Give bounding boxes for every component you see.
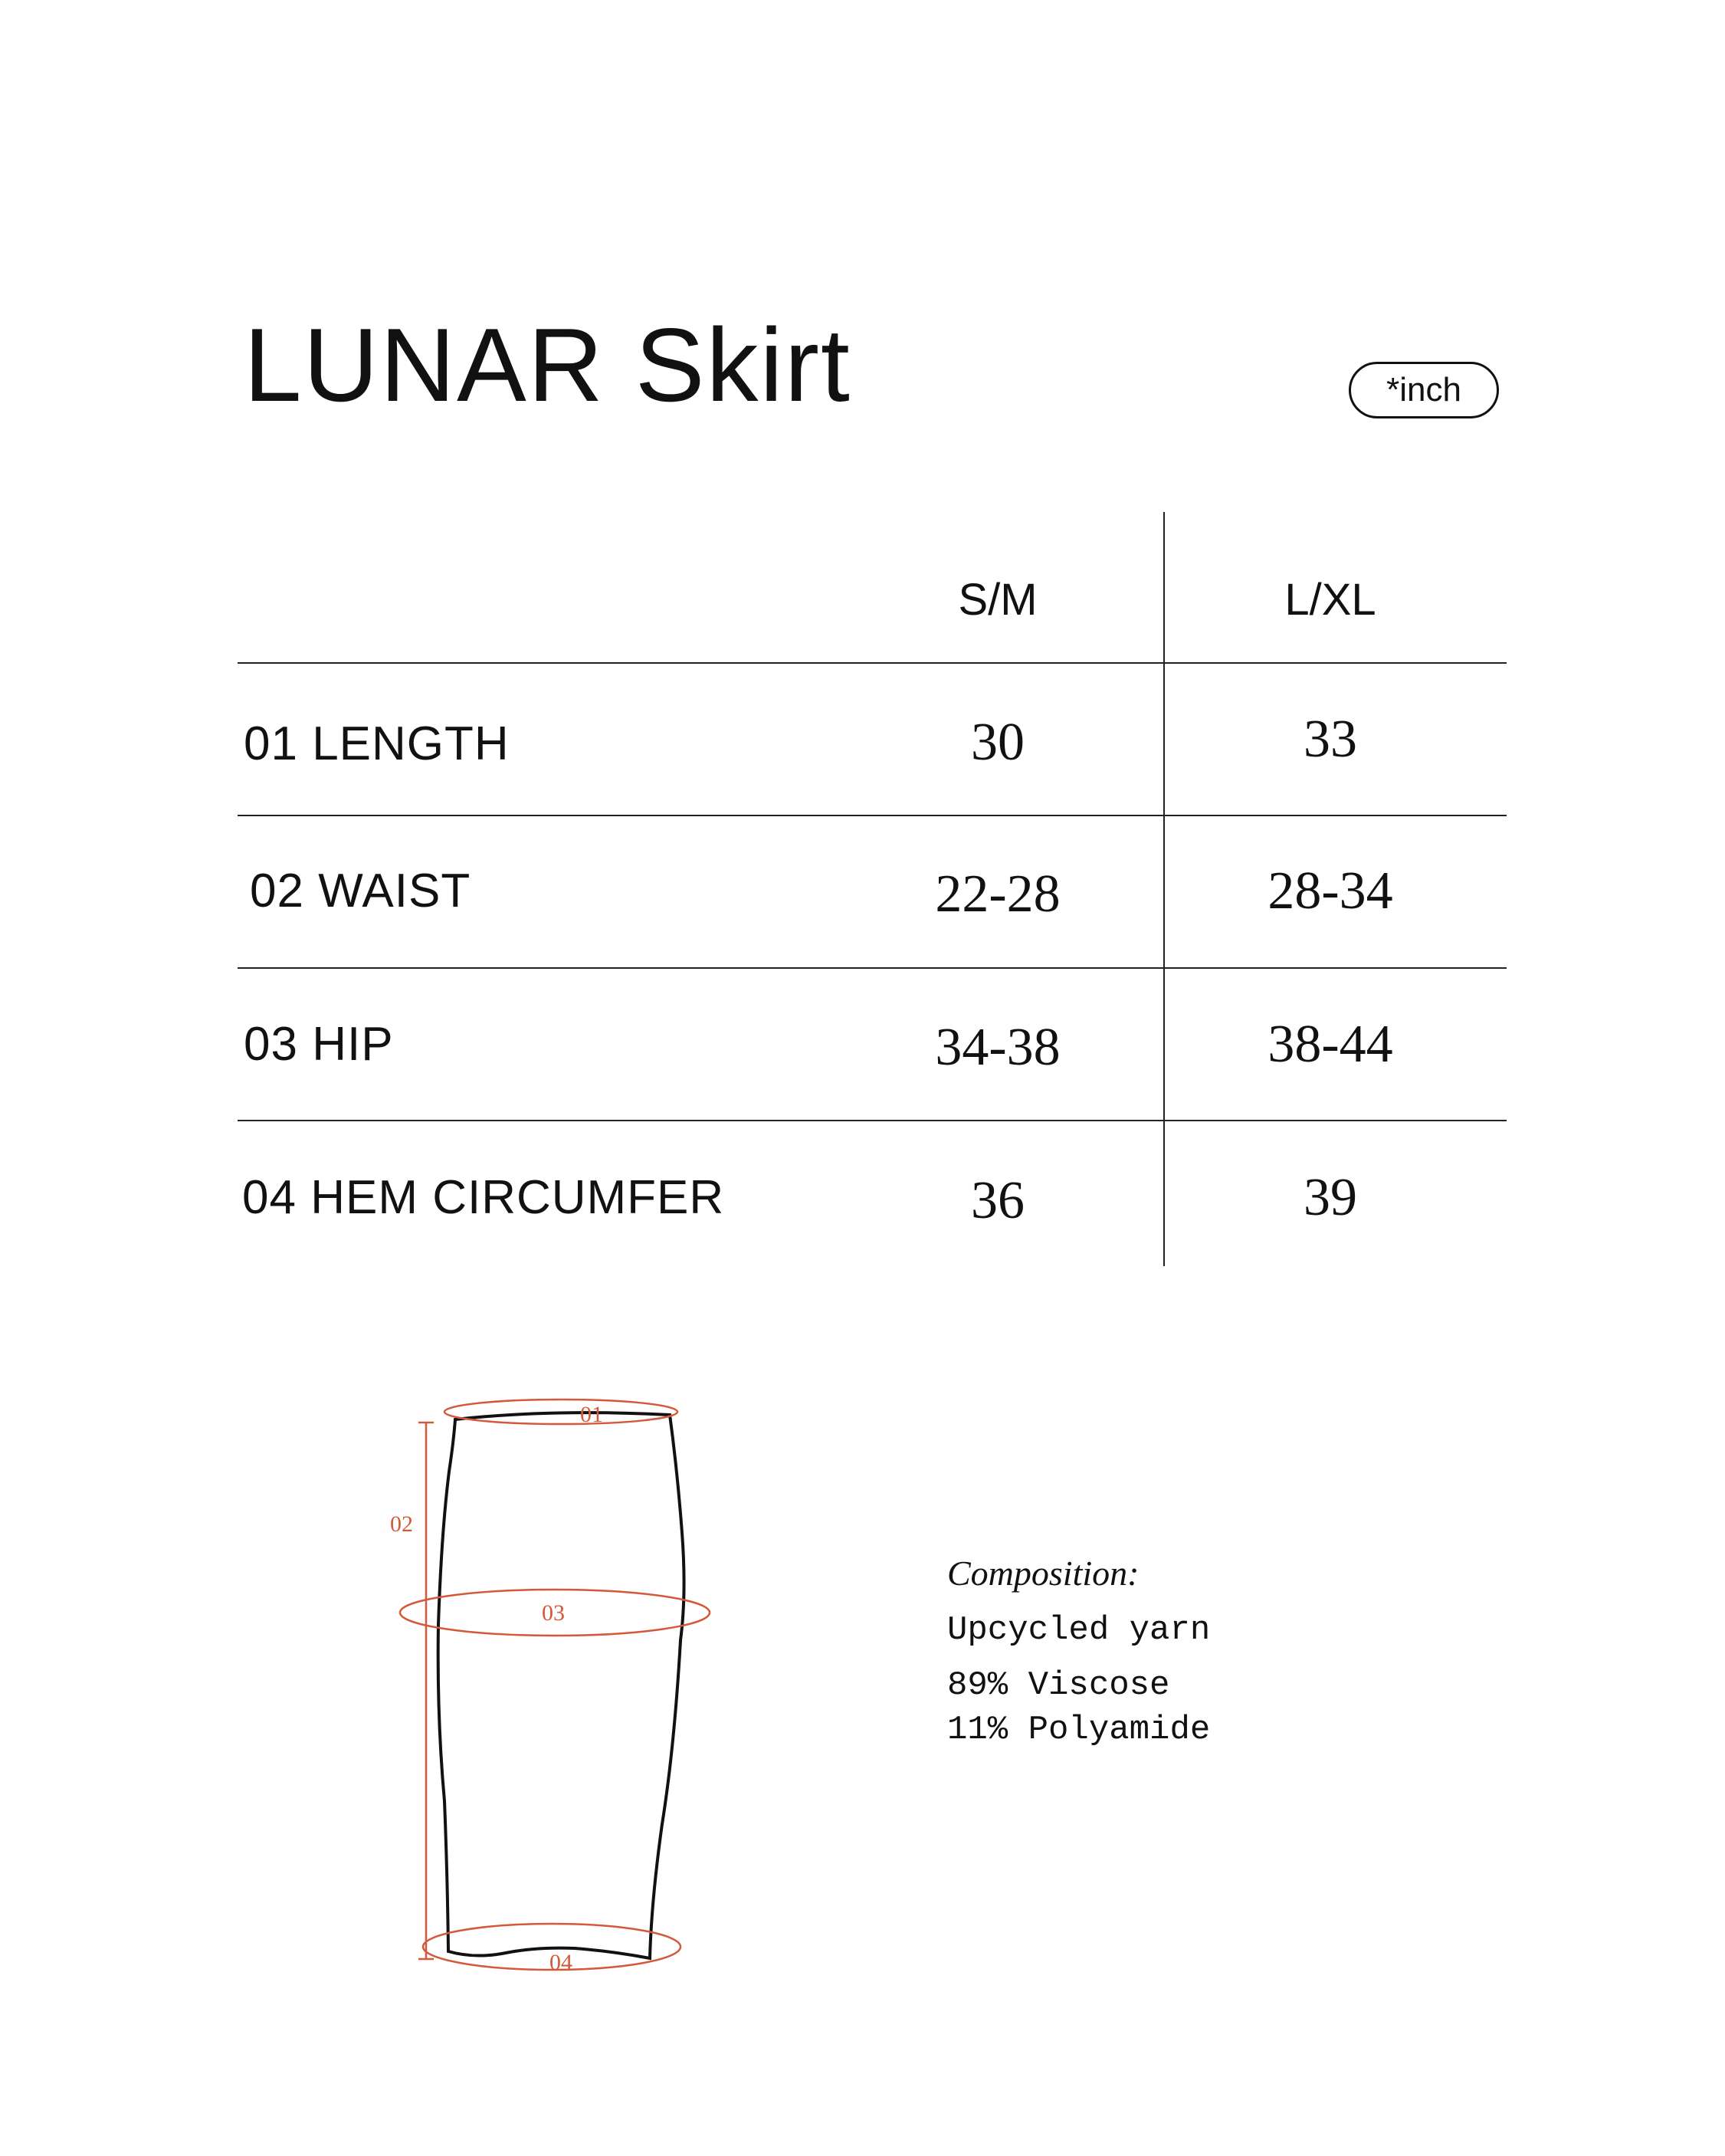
unit-badge: *inch (1349, 362, 1499, 418)
header-size-lxl: L/XL (1284, 575, 1376, 625)
diagram-label-01: 01 (580, 1402, 603, 1427)
table-divider (238, 967, 1507, 969)
composition-title: Composition: (947, 1554, 1140, 1593)
table-divider (238, 815, 1507, 816)
value-waist-sm: 22-28 (935, 865, 1061, 924)
skirt-diagram (368, 1380, 736, 1993)
row-label-hip: 03 HIP (244, 1018, 394, 1071)
composition-line: Upcycled yarn (947, 1611, 1211, 1649)
header-size-sm: S/M (958, 575, 1038, 625)
value-hip-lxl: 38-44 (1268, 1015, 1393, 1074)
diagram-label-03: 03 (542, 1600, 565, 1626)
page-title: LUNAR Skirt (244, 307, 851, 423)
row-label-hem: 04 HEM CIRCUMFER (242, 1171, 725, 1224)
composition-line: 11% Polyamide (947, 1711, 1211, 1749)
value-hem-sm: 36 (971, 1171, 1025, 1230)
value-waist-lxl: 28-34 (1268, 861, 1393, 920)
skirt-outline (438, 1413, 684, 1958)
value-length-lxl: 33 (1304, 710, 1357, 769)
composition-line: 89% Viscose (947, 1666, 1170, 1705)
table-column-divider (1163, 512, 1165, 1266)
diagram-label-02: 02 (390, 1511, 413, 1537)
value-hip-sm: 34-38 (935, 1018, 1061, 1077)
row-label-waist: 02 WAIST (250, 865, 471, 917)
value-length-sm: 30 (971, 713, 1025, 772)
table-divider (238, 662, 1507, 664)
row-label-length: 01 LENGTH (244, 717, 510, 770)
value-hem-lxl: 39 (1304, 1168, 1357, 1227)
table-divider (238, 1120, 1507, 1121)
diagram-label-04: 04 (549, 1950, 572, 1975)
